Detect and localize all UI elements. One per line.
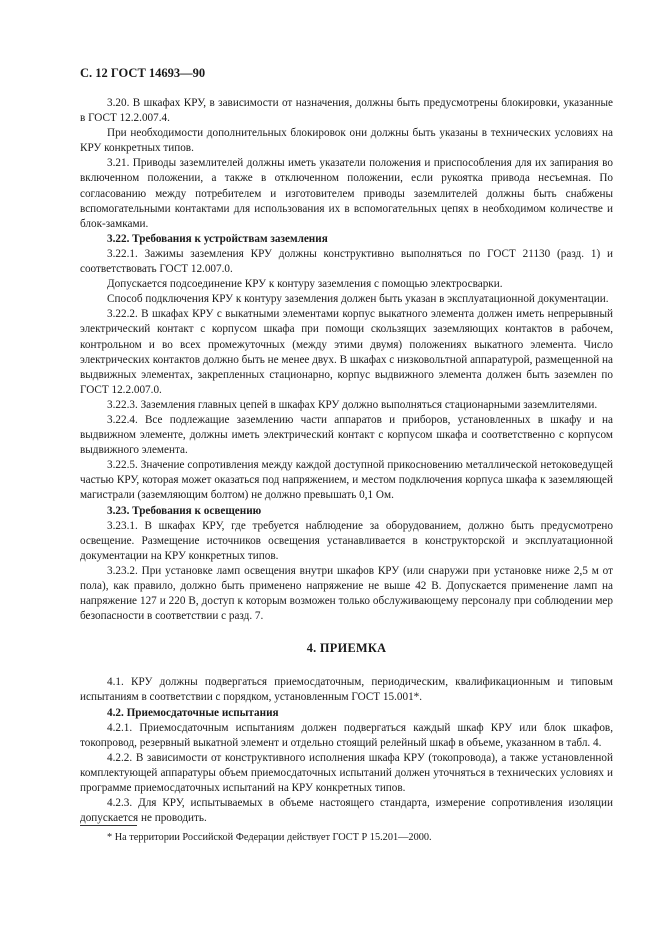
footnote: * На территории Российской Федерации действует ГОСТ Р 15.201—2000.	[107, 832, 432, 843]
subheading-3-22: 3.22. Требования к устройствам заземления	[107, 232, 328, 245]
paragraph-3-22-5: 3.22.5. Значение сопротивления между каждой доступной прикосновению металлической нетоковедущей частью КРУ, которая может оказаться под напряжением, и местом подключения корпуса шкафа к заземляющей магистрали (заземляющим болтом) не должно превышать 0,1 Ом.	[80, 459, 613, 502]
paragraph-3-20-additional: При необходимости дополнительных блокировок они должны быть указаны в технических условиях на КРУ конкретных типов.	[80, 127, 613, 155]
paragraph-3-23-2: 3.23.2. При установке ламп освещения внутри шкафов КРУ (или снаружи при установке ниже 2,5 м от пола), как правило, должно быть применено напряжение не выше 42 В. Допускается применение ламп на напряжение 127 и 220 В, доступ к которым возможен только обслуживающему персоналу при соблюдении мер безопасности в соответствии с разд. 7.	[80, 564, 613, 623]
paragraph-4-1: 4.1. КРУ должны подвергаться приемосдаточным, периодическим, квалификационным и типовым испытаниям в соответствии с порядком, установленным ГОСТ 15.001*.	[80, 676, 613, 704]
paragraph-welding: Допускается подсоединение КРУ к контуру заземления с помощью электросварки.	[107, 278, 503, 291]
section-title-acceptance: 4. ПРИЕМКА	[306, 641, 387, 656]
paragraph-4-2-3: 4.2.3. Для КРУ, испытываемых в объеме настоящего стандарта, измерение сопротивления изоляции допускается не проводить.	[80, 797, 613, 825]
paragraph-3-20: 3.20. В шкафах КРУ, в зависимости от назначения, должны быть предусмотрены блокировки, указанные в ГОСТ 12.2.007.4.	[80, 97, 613, 125]
paragraph-3-21: 3.21. Приводы заземлителей должны иметь указатели положения и приспособления для их запирания во включенном положении, а также в отключенном положении, если рукоятка привода несъемная. По согласованию между потребителем и изготовителем приводы заземлителей должны быть снабжены вспомогательными контактами для использования их в вспомогательных цепях в необходимом количестве и блок-замками.	[80, 157, 613, 230]
paragraph-3-22-2: 3.22.2. В шкафах КРУ с выкатными элементами корпус выкатного элемента должен иметь непрерывный электрический контакт с корпусом шкафа при помощи скользящих заземляющих контактов в рабочем, контрольном и во всех промежуточных (между этими двумя) положениях выкатного элемента. Число электрических контактов должно быть не менее двух. В шкафах с низковольтной аппаратурой, размещенной на выдвижных элементах, закрепленных стационарно, корпус выдвижного элемента должен быть заземлен по ГОСТ 12.2.007.0.	[80, 308, 613, 396]
paragraph-connection-method: Способ подключения КРУ к контуру заземления должен быть указан в эксплуатационной документации.	[107, 293, 609, 306]
page-header: С. 12 ГОСТ 14693—90	[80, 66, 206, 80]
paragraph-3-22-3: 3.22.3. Заземления главных цепей в шкафах КРУ должно выполняться стационарными заземлителями.	[107, 398, 598, 411]
subheading-3-23: 3.23. Требования к освещению	[107, 504, 262, 517]
paragraph-3-22-4: 3.22.4. Все подлежащие заземлению части аппаратов и приборов, установленных в шкафу и на выдвижном элементе, должны иметь электрический контакт с корпусом шкафа и соответственно с корпусом выдвижного элемента.	[80, 413, 613, 457]
paragraph-4-2-2: 4.2.2. В зависимости от конструктивного исполнения шкафа КРУ (токопровода), а также установленной комплектующей аппаратуры объем приемосдаточных испытаний должен уточняться в технических условиях и программе приемосдаточных испытаний на КРУ конкретных типов.	[80, 751, 613, 795]
subheading-4-2: 4.2. Приемосдаточные испытания	[107, 706, 279, 719]
paragraph-3-23-1: 3.23.1. В шкафах КРУ, где требуется наблюдение за оборудованием, должно быть предусмотрено освещение. Размещение источников освещения устанавливается в конструкторской и эксплуатационной документации на КРУ конкретных типов.	[80, 519, 613, 562]
paragraph-3-22-1: 3.22.1. Зажимы заземления КРУ должны конструктивно выполняться по ГОСТ 21130 (разд. 1) и соответствовать ГОСТ 12.007.0.	[80, 247, 613, 276]
footnote-divider	[80, 825, 137, 826]
paragraph-4-2-1: 4.2.1. Приемосдаточным испытаниям должен подвергаться каждый шкаф КРУ или блок шкафов, токопровод, резервный выкатной элемент и отдельно стоящий релейный шкаф в объеме, указанном в табл. 4.	[80, 721, 613, 749]
document-body	[80, 96, 613, 826]
